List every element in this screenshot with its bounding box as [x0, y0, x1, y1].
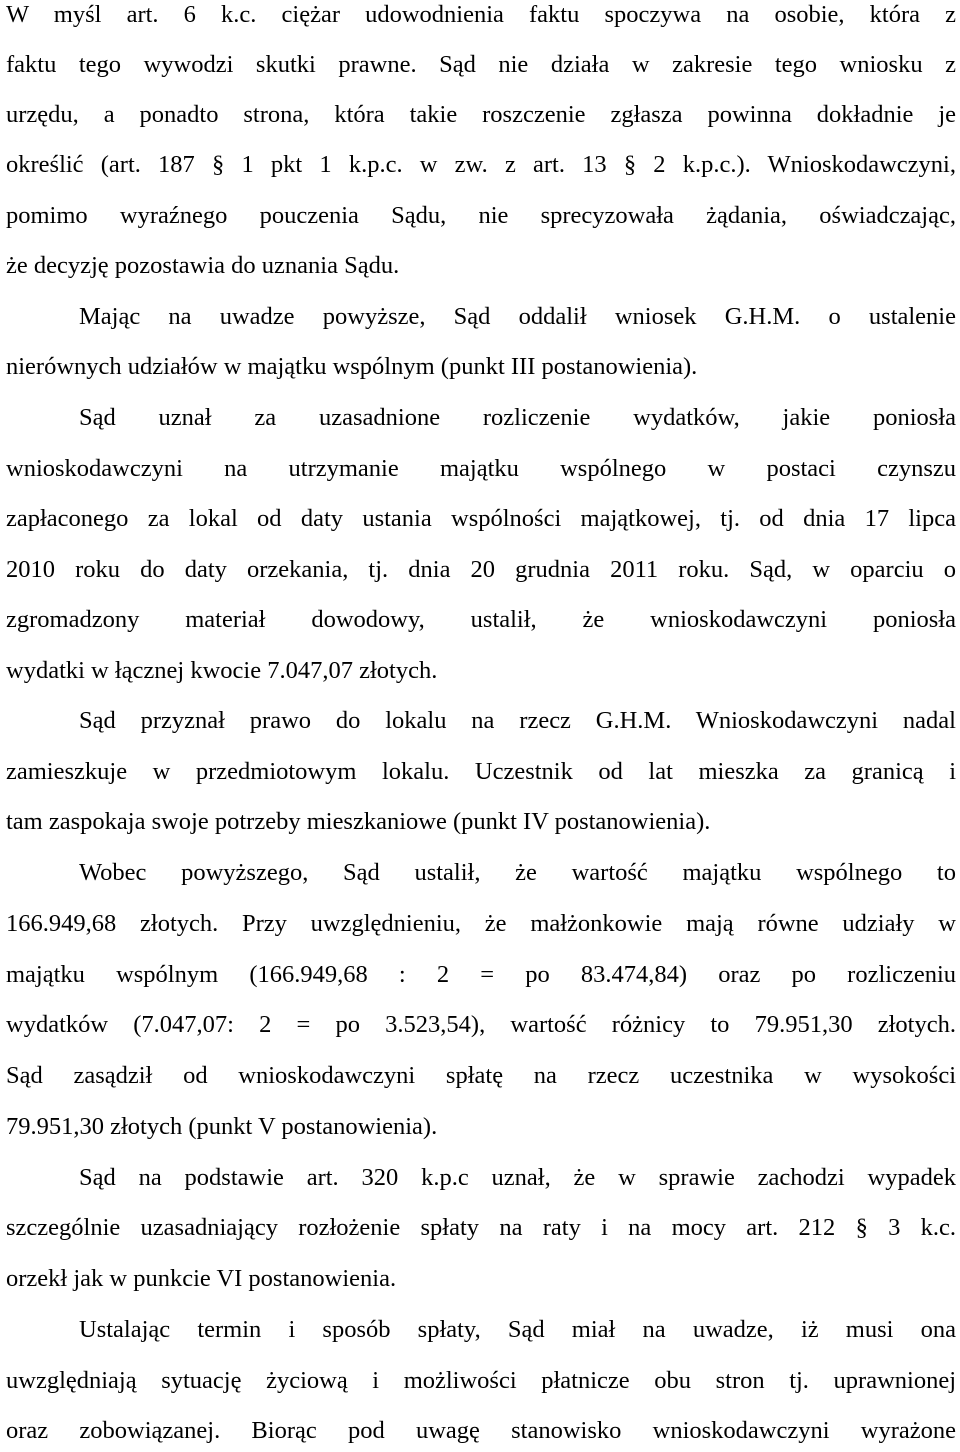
text-line: 166.949,68 złotych. Przy uwzględnieniu, że małżonkowie mają równe udziały w [6, 910, 956, 937]
text-line: tam zaspokaja swoje potrzeby mieszkaniowe (punkt IV postanowienia). [6, 808, 711, 835]
text-line: oraz zobowiązanej. Biorąc pod uwagę stanowisko wnioskodawczyni wyrażone [6, 1417, 956, 1444]
paragraph-first-line: Sąd na podstawie art. 320 k.p.c uznał, że w sprawie zachodzi wypadek [79, 1164, 956, 1191]
text-line: zapłaconego za lokal od daty ustania wspólności majątkowej, tj. od dnia 17 lipca [6, 505, 956, 532]
text-line: W myśl art. 6 k.c. ciężar udowodnienia faktu spoczywa na osobie, która z [6, 1, 956, 28]
text-line: urzędu, a ponadto strona, która takie roszczenie zgłasza powinna dokładnie je [6, 101, 956, 128]
text-line: 79.951,30 złotych (punkt V postanowienia). [6, 1113, 438, 1140]
text-line: wydatki w łącznej kwocie 7.047,07 złotych. [6, 657, 438, 684]
text-line: nierównych udziałów w majątku wspólnym (punkt III postanowienia). [6, 353, 698, 380]
text-line: zamieszkuje w przedmiotowym lokalu. Uczestnik od lat mieszka za granicą i [6, 758, 956, 785]
paragraph-first-line: Sąd przyznał prawo do lokalu na rzecz G.H.M. Wnioskodawczyni nadal [79, 707, 956, 734]
text-line: że decyzję pozostawia do uznania Sądu. [6, 252, 400, 279]
text-line: Sąd zasądził od wnioskodawczyni spłatę na rzecz uczestnika w wysokości [6, 1062, 956, 1089]
text-line: wydatków (7.047,07: 2 = po 3.523,54), wartość różnicy to 79.951,30 złotych. [6, 1011, 956, 1038]
text-line: wnioskodawczyni na utrzymanie majątku wspólnego w postaci czynszu [6, 455, 956, 482]
paragraph-first-line: Mając na uwadze powyższe, Sąd oddalił wniosek G.H.M. o ustalenie [79, 303, 956, 330]
text-line: faktu tego wywodzi skutki prawne. Sąd nie działa w zakresie tego wniosku z [6, 51, 956, 78]
text-line: określić (art. 187 § 1 pkt 1 k.p.c. w zw. z art. 13 § 2 k.p.c.). Wnioskodawczyni, [6, 151, 956, 178]
text-line: szczególnie uzasadniający rozłożenie spłaty na raty i na mocy art. 212 § 3 k.c. [6, 1214, 956, 1241]
paragraph-first-line: Wobec powyższego, Sąd ustalił, że wartość majątku wspólnego to [79, 859, 956, 886]
text-line: majątku wspólnym (166.949,68 : 2 = po 83.474,84) oraz po rozliczeniu [6, 961, 956, 988]
text-line: uwzględniają sytuację życiową i możliwości płatnicze obu stron tj. uprawnionej [6, 1367, 956, 1394]
paragraph-first-line: Sąd uznał za uzasadnione rozliczenie wydatków, jakie poniosła [79, 404, 956, 431]
paragraph-first-line: Ustalając termin i sposób spłaty, Sąd miał na uwadze, iż musi ona [79, 1316, 956, 1343]
text-line: pomimo wyraźnego pouczenia Sądu, nie sprecyzowała żądania, oświadczając, [6, 202, 956, 229]
text-line: orzekł jak w punkcie VI postanowienia. [6, 1265, 397, 1292]
text-line: zgromadzony materiał dowodowy, ustalił, że wnioskodawczyni poniosła [6, 606, 956, 633]
text-line: 2010 roku do daty orzekania, tj. dnia 20 grudnia 2011 roku. Sąd, w oparciu o [6, 556, 956, 583]
